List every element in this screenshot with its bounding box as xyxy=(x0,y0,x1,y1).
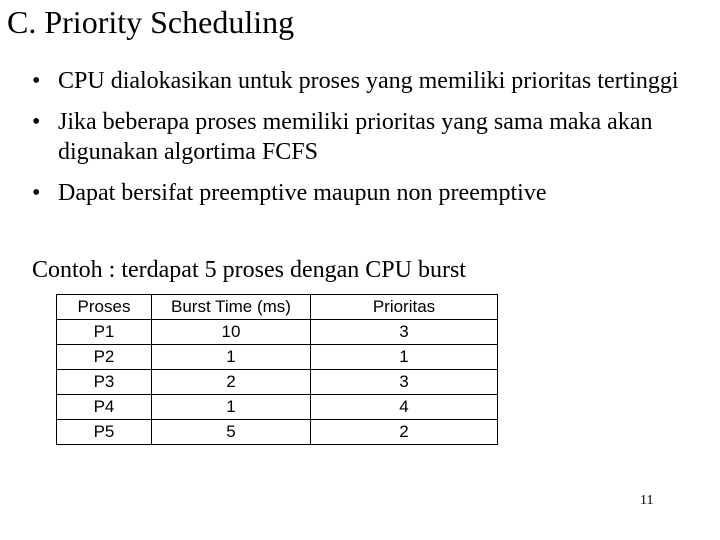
bullet-text: CPU dialokasikan untuk proses yang memiliki prioritas tertinggi xyxy=(58,68,679,94)
bullet-item xyxy=(32,178,712,208)
cell-proses: P2 xyxy=(57,345,152,370)
cell-proses: P3 xyxy=(57,370,152,395)
cell-proses: P1 xyxy=(57,320,152,345)
cell-prioritas: 1 xyxy=(311,345,498,370)
header-proses: Proses xyxy=(57,295,152,320)
table-row xyxy=(57,395,498,420)
table-row xyxy=(57,370,498,395)
page-number: 11 xyxy=(640,493,654,508)
cell-burst-time: 1 xyxy=(152,395,311,420)
bullet-icon: • xyxy=(32,68,41,94)
cell-prioritas: 3 xyxy=(311,320,498,345)
cell-proses: P5 xyxy=(57,420,152,445)
table-row xyxy=(57,420,498,445)
process-table xyxy=(56,294,498,445)
bullet-item xyxy=(32,66,712,96)
cell-proses: P4 xyxy=(57,395,152,420)
cell-burst-time: 10 xyxy=(152,320,311,345)
cell-prioritas: 2 xyxy=(311,420,498,445)
bullet-item xyxy=(32,107,712,167)
header-burst-time: Burst Time (ms) xyxy=(152,295,311,320)
bullet-icon: • xyxy=(32,109,41,135)
header-prioritas: Prioritas xyxy=(311,295,498,320)
bullet-icon: • xyxy=(32,180,41,206)
cell-burst-time: 1 xyxy=(152,345,311,370)
bullet-text: Dapat bersifat preemptive maupun non preemptive xyxy=(58,180,547,206)
table-row xyxy=(57,320,498,345)
bullet-text: Jika beberapa proses memiliki prioritas yang sama maka akan digunakan algortima FCFS xyxy=(58,109,653,165)
cell-burst-time: 5 xyxy=(152,420,311,445)
table-header-row xyxy=(57,295,498,320)
example-text: Contoh : terdapat 5 proses dengan CPU burst xyxy=(32,257,466,283)
cell-burst-time: 2 xyxy=(152,370,311,395)
cell-prioritas: 4 xyxy=(311,395,498,420)
slide-title: C. Priority Scheduling xyxy=(7,4,295,40)
table-row xyxy=(57,345,498,370)
bullet-list xyxy=(32,66,712,219)
cell-prioritas: 3 xyxy=(311,370,498,395)
